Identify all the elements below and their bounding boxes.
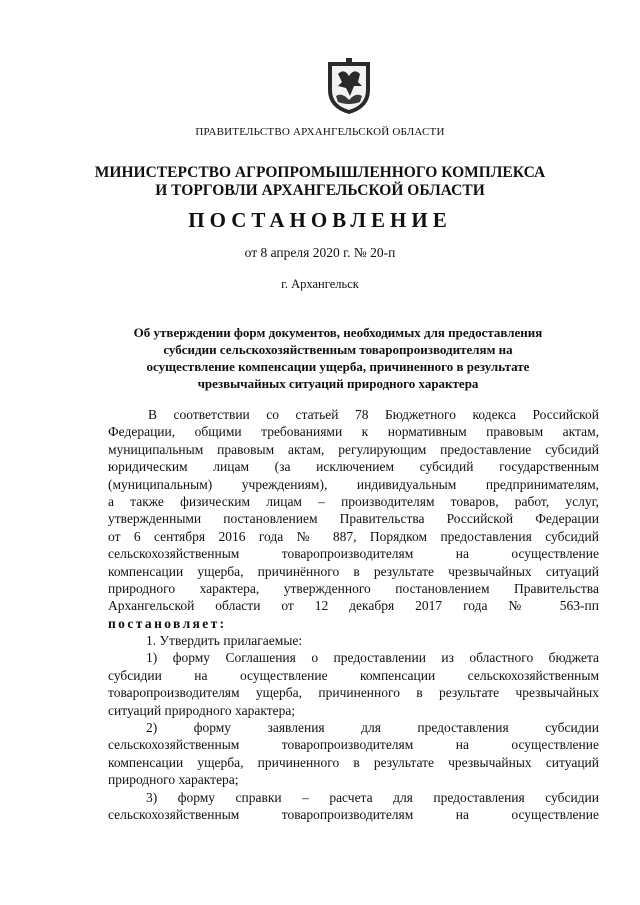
item-1-1-line: товаропроизводителям ущерба, причиненного в результате чрезвычайных [108,685,599,701]
item-1-2-line: компенсации ущерба, причиненного в результате чрезвычайных ситуаций [108,754,599,770]
body-line: сельскохозяйственным товаропроизводителям на осуществление [108,546,599,562]
city: г. Архангельск [281,277,359,291]
item-1-1-line: субсидии на осуществление компенсации сельскохозяйственным [108,667,599,683]
item-1-2-line: 2) форму заявления для предоставления субсидии [146,720,599,736]
body-line: (муниципальным) учреждениям), индивидуальным предпринимателям, [108,476,599,492]
decree-body [108,406,599,823]
government-name: ПРАВИТЕЛЬСТВО АРХАНГЕЛЬСКОЙ ОБЛАСТИ [195,126,445,138]
subject-line: Об утверждении форм документов, необходимых для предоставления [133,325,543,340]
document-type: ПОСТАНОВЛЕНИЕ [188,208,452,232]
date-and-number: от 8 апреля 2020 г. № 20-п [244,245,396,260]
item-1-2-line: сельскохозяйственным товаропроизводителям на осуществление [108,737,599,753]
body-line: юридическим лицам (за исключением субсидий государственным [108,459,599,475]
body-line: Архангельской области от 12 декабря 2017 года № 563-пп [108,598,599,614]
item-1-1-line: 1) форму Соглашения о предоставлении из областного бюджета [146,650,599,666]
body-line: Федерации, общими требованиями к нормативным правовым актам, [108,424,599,440]
body-line: от 6 сентября 2016 года № 887, Порядком предоставления субсидий [108,528,599,544]
item-1-1-line: ситуаций природного характера; [108,702,296,718]
body-line: муниципальным правовым актам, регулирующим предоставление субсидий [108,441,599,457]
resolves-word: постановляет: [108,615,227,631]
coat-of-arms-icon [320,56,378,116]
item-1: 1. Утвердить прилагаемые: [146,633,303,649]
body-line: компенсации ущерба, причинённого в результате чрезвычайных ситуаций [108,563,599,579]
body-line: а также физическим лицам – производителям товаров, работ, услуг, [108,493,599,509]
subject-line: осуществление компенсации ущерба, причиненного в результате [146,359,530,374]
body-line: природного характера, утвержденного постановлением Правительства [108,580,599,596]
subject-line: субсидии сельскохозяйственным товаропроизводителям на [163,342,513,357]
ministry-name [0,164,640,200]
decree-subject [104,324,572,392]
body-line: В соответствии со статьей 78 Бюджетного кодекса Российской [148,407,599,422]
body-line: утвержденными постановлением Правительства Российской Федерации [108,511,599,527]
subject-line: чрезвычайных ситуаций природного характера [197,376,479,391]
item-1-2-line: природного характера; [108,772,239,788]
ministry-line-2: И ТОРГОВЛИ АРХАНГЕЛЬСКОЙ ОБЛАСТИ [155,182,485,199]
item-1-3-line: сельскохозяйственным товаропроизводителям на осуществление [108,806,599,822]
ministry-line-1: МИНИСТЕРСТВО АГРОПРОМЫШЛЕННОГО КОМПЛЕКСА [94,164,546,181]
item-1-3-line: 3) форму справки – расчета для предоставления субсидии [146,789,599,805]
